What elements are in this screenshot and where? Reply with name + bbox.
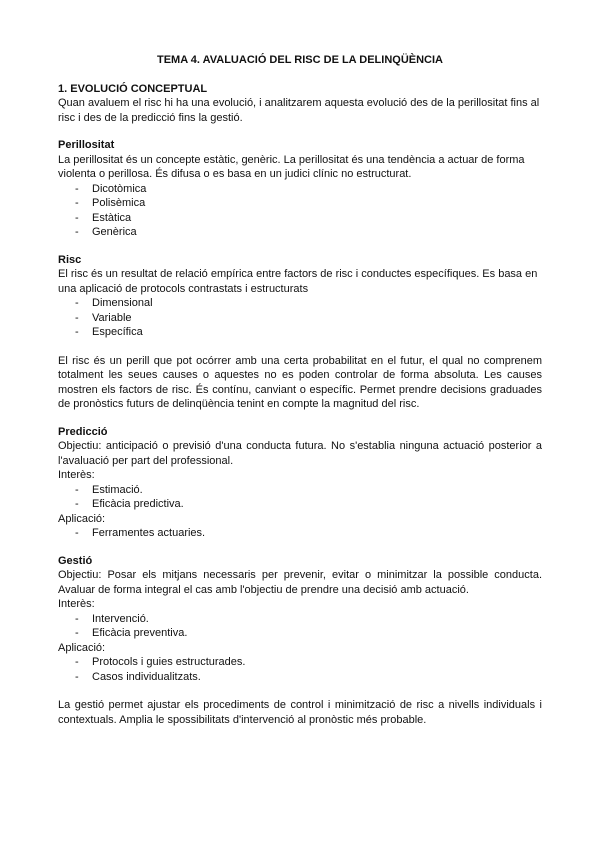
list-item: - Dimensional: [75, 296, 542, 311]
gestio-interes-list: [58, 612, 542, 641]
section-intro: Quan avaluem el risc hi ha una evolució, i analitzarem aquesta evolució des de la perillositat fins al risc i des de la predicció fins la gestió.: [58, 97, 540, 124]
prediccio-heading: Predicció: [58, 425, 108, 438]
list-item: - Eficàcia predictiva.: [75, 497, 542, 512]
list-item: - Estàtica: [75, 211, 542, 226]
gestio-aplicacio-list: [58, 655, 542, 684]
perillositat-heading: Perillositat: [58, 139, 115, 151]
perillositat-list: [58, 182, 542, 240]
prediccio-interes-list: [58, 483, 542, 512]
list-item: - Estimació.: [75, 483, 542, 498]
gestio-objectiu: Objectiu: Posar els mitjans necessaris per prevenir, evitar o minimitzar la possible conducta. Avaluar de forma integral el cas amb l'objectiu de prendre una decisió amb actuació.: [58, 569, 542, 596]
risc-text: El risc és un resultat de relació empírica entre factors de risc i conductes específiques. Es basa en una aplicació de protocols contrastats i estructurats: [58, 268, 538, 295]
document-title: TEMA 4. AVALUACIÓ DEL RISC DE LA DELINQÜÈNCIA: [156, 54, 443, 66]
prediccio-interes-label: Interès:: [58, 469, 95, 481]
prediccio-aplicacio-list: [58, 526, 542, 541]
section-heading: 1. EVOLUCIÓ CONCEPTUAL: [58, 82, 208, 95]
list-item: - Dicotòmica: [75, 182, 542, 197]
list-item: - Variable: [75, 311, 542, 326]
prediccio-aplicacio-label: Aplicació:: [58, 512, 106, 525]
prediccio-objectiu: Objectiu: anticipació o previsió d'una conducta futura. No s'establia ninguna actuació posterior a l'avaluació per part del professional.: [58, 440, 542, 467]
list-item: - Protocols i guies estructurades.: [75, 655, 542, 670]
list-item: - Genèrica: [75, 225, 542, 240]
list-item: - Intervenció.: [75, 612, 542, 627]
gestio-conclusion: La gestió permet ajustar els procediments de control i minimització de risc a nivells individuals i contextuals. Amplia le spossibilitats d'intervenció al pronòstic més probable.: [58, 699, 542, 726]
list-item: - Específica: [75, 325, 542, 340]
list-item: - Casos individualitzats.: [75, 670, 542, 685]
risc-list: [58, 296, 542, 340]
perillositat-text: La perillositat és un concepte estàtic, genèric. La perillositat és una tendència a actuar de forma violenta o perillosa. És difusa o es basa en un judici clínic no estructurat.: [58, 153, 525, 180]
gestio-interes-label: Interès:: [58, 598, 95, 610]
risc-heading: Risc: [58, 253, 82, 266]
risc-paragraph: El risc és un perill que pot ocórrer amb una certa probabilitat en el futur, el qual no comprenem totalment les seues causes o aquestes no es poden controlar de forma absoluta. Les causes mostren els factors de risc. És contínu, canviant o específic. Permet prendre decisions graduades de pronòstics futurs de delinqüència tenint en compte la magnitud del risc.: [58, 354, 542, 410]
list-item: - Polisèmica: [75, 196, 542, 211]
list-item: - Ferramentes actuaries.: [75, 526, 542, 541]
gestio-aplicacio-label: Aplicació:: [58, 641, 106, 654]
list-item: - Eficàcia preventiva.: [75, 626, 542, 641]
gestio-heading: Gestió: [58, 554, 93, 567]
